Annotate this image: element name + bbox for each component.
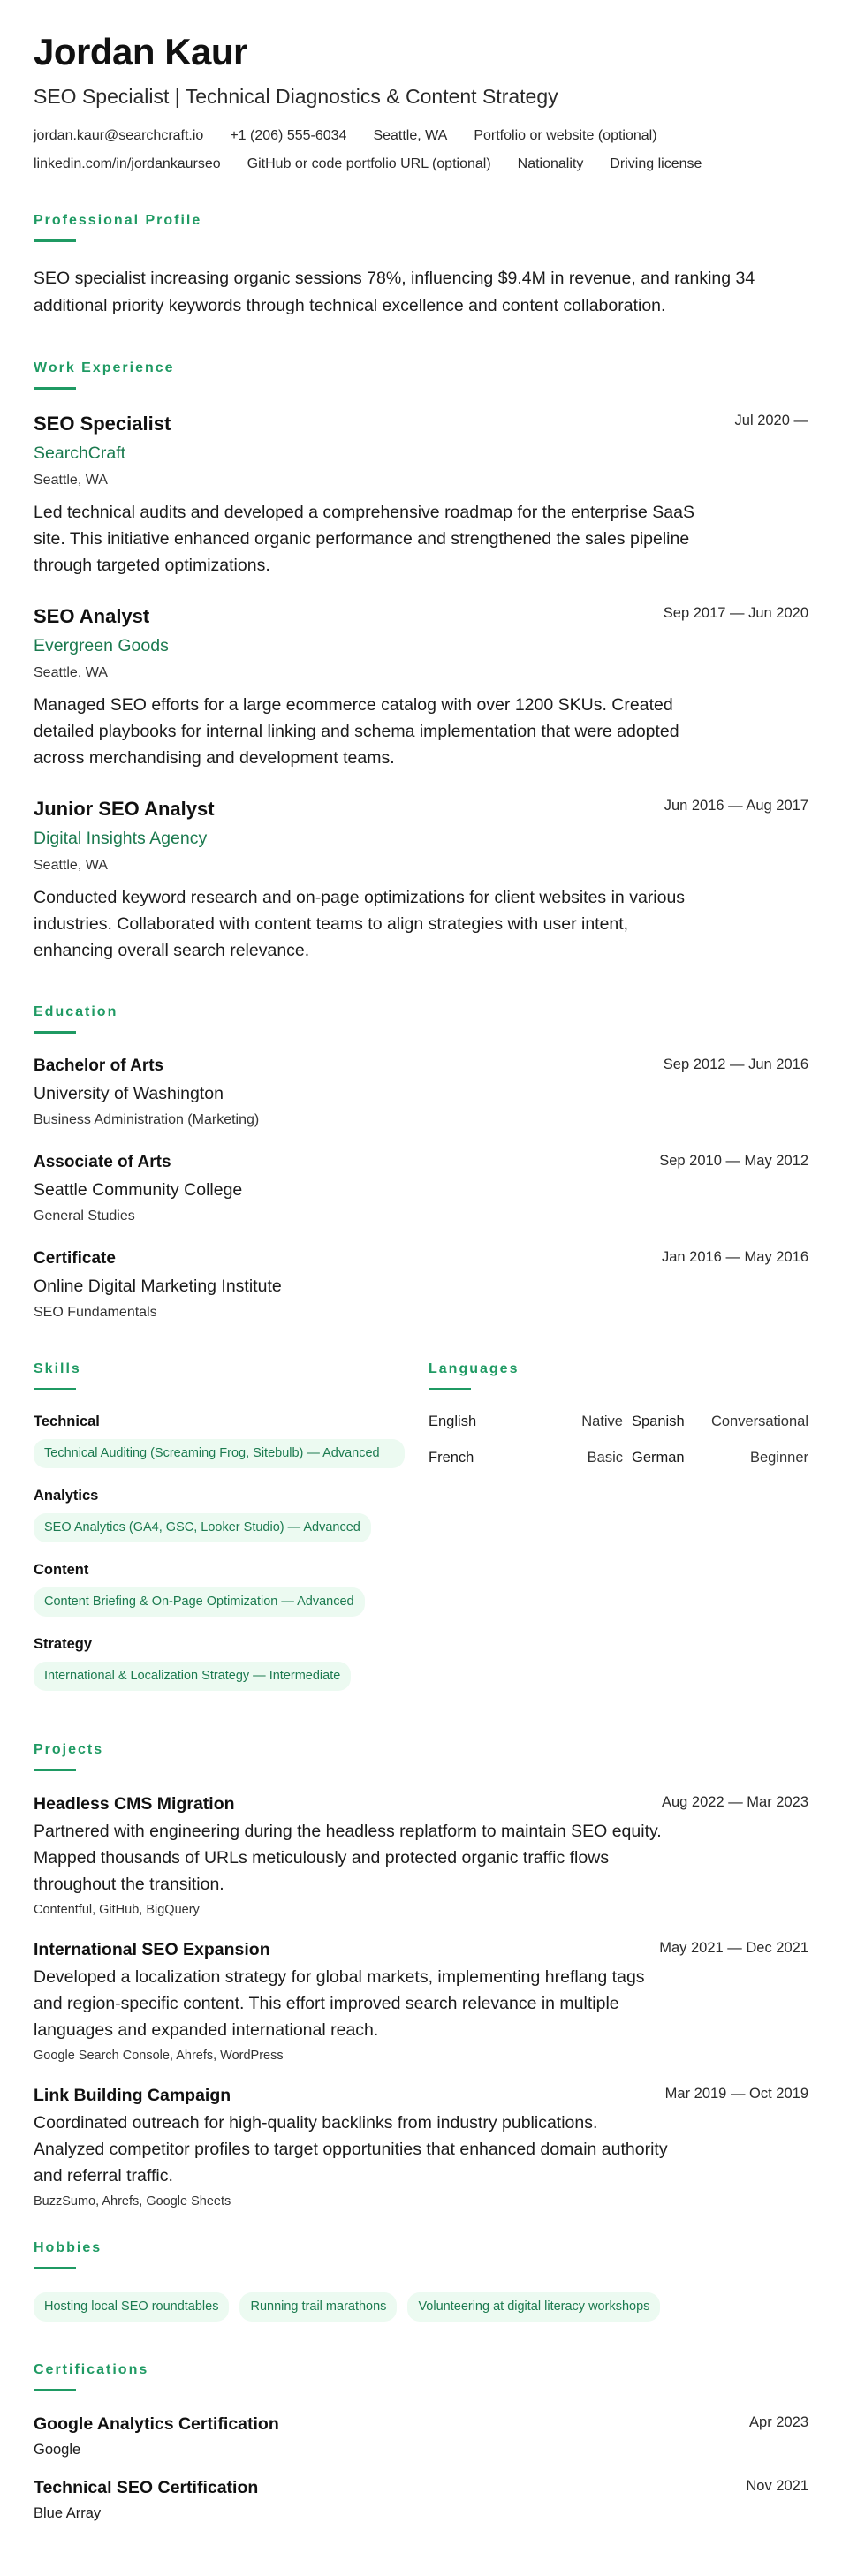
education-entry xyxy=(34,1153,808,1224)
language-row xyxy=(429,1413,808,1430)
section-title: Hobbies xyxy=(34,2240,102,2256)
field-of-study: General Studies xyxy=(34,1208,135,1224)
languages-section xyxy=(429,1361,808,1710)
project-description: Partnered with engineering during the headless replatform to maintain SEO equity. Mapped thousands of URLs meticulously and protected organic traffic flows throughout the transition. xyxy=(34,1822,662,1895)
contact-linkedin[interactable]: linkedin.com/in/jordankaurseo xyxy=(34,156,221,172)
section-divider xyxy=(34,2267,76,2269)
contact-list xyxy=(34,128,808,172)
skill-category: Analytics xyxy=(34,1488,99,1504)
job-description: Led technical audits and developed a comprehensive roadmap for the enterprise SaaS site. This initiative enhanced organic performance and strengthened the sales pipeline through targeted optimizations. xyxy=(34,503,694,576)
language-level: Native xyxy=(581,1413,623,1430)
project-description: Developed a localization strategy for global markets, implementing hreflang tags and region-specific content. This effort improved search relevance in multiple languages and expanded international reach. xyxy=(34,1967,645,2041)
project-tech: Google Search Console, Ahrefs, WordPress xyxy=(34,2049,284,2064)
section-divider xyxy=(34,239,76,242)
project-name: International SEO Expansion xyxy=(34,1940,270,1960)
candidate-headline: SEO Specialist | Technical Diagnostics & Content Strategy xyxy=(34,85,558,109)
job-location: Seattle, WA xyxy=(34,473,108,489)
hobby-chip: Running trail marathons xyxy=(239,2292,397,2322)
job-location: Seattle, WA xyxy=(34,858,108,874)
field-of-study: SEO Fundamentals xyxy=(34,1305,157,1321)
project-name: Link Building Campaign xyxy=(34,2086,231,2106)
language-item xyxy=(632,1450,808,1466)
project-tech: BuzzSumo, Ahrefs, Google Sheets xyxy=(34,2194,231,2209)
section-title: Professional Profile xyxy=(34,213,202,229)
skill-chip: International & Localization Strategy — Intermediate xyxy=(34,1662,351,1691)
resume-header xyxy=(34,32,808,172)
contact-phone[interactable]: +1 (206) 555-6034 xyxy=(230,128,347,144)
skill-group xyxy=(34,1562,429,1617)
experience-section xyxy=(34,360,808,964)
contact-portfolio[interactable]: Portfolio or website (optional) xyxy=(474,128,657,144)
skills-languages-row xyxy=(34,1361,808,1710)
project-entry xyxy=(34,1940,808,2063)
certification-name: Technical SEO Certification xyxy=(34,2478,259,2498)
company-name: Digital Insights Agency xyxy=(34,829,208,849)
skill-chip: Technical Auditing (Screaming Frog, Sitebulb) — Advanced xyxy=(34,1439,405,1468)
certification-issuer: Blue Array xyxy=(34,2505,102,2522)
language-name: Spanish xyxy=(632,1413,685,1430)
section-title: Education xyxy=(34,1004,118,1020)
entry-dates: Sep 2012 — Jun 2016 xyxy=(663,1057,808,1073)
section-divider xyxy=(34,1031,76,1034)
contact-nationality: Nationality xyxy=(517,156,584,172)
entry-dates: Sep 2010 — May 2012 xyxy=(659,1153,808,1170)
job-location: Seattle, WA xyxy=(34,665,108,681)
job-title: Junior SEO Analyst xyxy=(34,798,215,821)
job-description: Managed SEO efforts for a large ecommerce catalog with over 1200 SKUs. Created detailed playbooks for internal linking and schema implementation that were adopted across merchandising and development teams. xyxy=(34,695,679,769)
hobbies-section xyxy=(34,2240,808,2322)
entry-dates: Mar 2019 — Oct 2019 xyxy=(664,2086,808,2102)
contact-email[interactable]: jordan.kaur@searchcraft.io xyxy=(34,128,204,144)
language-row xyxy=(429,1450,808,1466)
certification-date: Apr 2023 xyxy=(749,2414,808,2431)
skill-group xyxy=(34,1636,429,1691)
section-title: Projects xyxy=(34,1742,104,1758)
entry-dates: Jul 2020 — xyxy=(734,413,808,429)
section-divider xyxy=(34,1388,76,1390)
education-entry xyxy=(34,1057,808,1128)
section-divider xyxy=(34,1769,76,1771)
certification-entry xyxy=(34,2414,808,2459)
skills-section xyxy=(34,1361,429,1710)
project-description: Coordinated outreach for high-quality backlinks from industry publications. Analyzed competitor profiles to target opportunities that enhanced domain authority and referral traffic. xyxy=(34,2113,668,2186)
section-title: Certifications xyxy=(34,2362,149,2378)
projects-section xyxy=(34,1742,808,2209)
skill-category: Strategy xyxy=(34,1636,93,1653)
section-divider xyxy=(34,2389,76,2391)
contact-driving-license: Driving license xyxy=(610,156,702,172)
language-level: Conversational xyxy=(710,1413,808,1430)
contact-location: Seattle, WA xyxy=(373,128,448,144)
education-entry xyxy=(34,1249,808,1321)
contact-github[interactable]: GitHub or code portfolio URL (optional) xyxy=(247,156,491,172)
hobby-chip: Hosting local SEO roundtables xyxy=(34,2292,229,2322)
degree-name: Associate of Arts xyxy=(34,1153,171,1172)
entry-dates: Jan 2016 — May 2016 xyxy=(661,1249,808,1266)
experience-entry xyxy=(34,798,808,964)
degree-name: Bachelor of Arts xyxy=(34,1057,164,1076)
section-divider xyxy=(429,1388,471,1390)
language-level: Beginner xyxy=(749,1450,808,1466)
certification-issuer: Google xyxy=(34,2442,81,2459)
degree-name: Certificate xyxy=(34,1249,116,1269)
profile-section xyxy=(34,213,808,320)
entry-dates: Sep 2017 — Jun 2020 xyxy=(663,605,808,622)
skill-category: Technical xyxy=(34,1413,100,1430)
experience-entry xyxy=(34,605,808,771)
project-tech: Contentful, GitHub, BigQuery xyxy=(34,1903,200,1918)
language-item xyxy=(429,1413,623,1430)
hobby-list xyxy=(34,2292,808,2322)
profile-summary: SEO specialist increasing organic sessions 78%, influencing $9.4M in revenue, and ranking 34 additional priority keywords through technical excellence and content collaboration. xyxy=(34,269,755,316)
candidate-name: Jordan Kaur xyxy=(34,31,247,72)
certification-date: Nov 2021 xyxy=(746,2478,808,2495)
section-title: Languages xyxy=(429,1361,520,1377)
project-entry xyxy=(34,2086,808,2209)
language-name: French xyxy=(429,1450,474,1466)
company-name: Evergreen Goods xyxy=(34,636,169,656)
language-item xyxy=(632,1413,808,1430)
school-name: Online Digital Marketing Institute xyxy=(34,1277,282,1297)
company-name: SearchCraft xyxy=(34,443,126,464)
job-title: SEO Analyst xyxy=(34,605,150,628)
experience-entry xyxy=(34,413,808,579)
section-title: Work Experience xyxy=(34,360,175,376)
skill-chip: SEO Analytics (GA4, GSC, Looker Studio) — Advanced xyxy=(34,1513,371,1542)
language-name: English xyxy=(429,1413,477,1430)
field-of-study: Business Administration (Marketing) xyxy=(34,1112,260,1128)
job-title: SEO Specialist xyxy=(34,413,171,436)
entry-dates: Jun 2016 — Aug 2017 xyxy=(664,798,808,814)
skill-group xyxy=(34,1488,429,1542)
education-section xyxy=(34,1004,808,1321)
language-level: Basic xyxy=(587,1450,623,1466)
entry-dates: May 2021 — Dec 2021 xyxy=(659,1940,808,1957)
certification-name: Google Analytics Certification xyxy=(34,2414,279,2435)
hobby-chip: Volunteering at digital literacy workshops xyxy=(407,2292,660,2322)
language-name: German xyxy=(632,1450,685,1466)
section-title: Skills xyxy=(34,1361,81,1377)
school-name: Seattle Community College xyxy=(34,1180,243,1201)
language-item xyxy=(429,1450,623,1466)
project-entry xyxy=(34,1794,808,1917)
school-name: University of Washington xyxy=(34,1084,224,1104)
skill-group xyxy=(34,1413,429,1468)
skill-chip: Content Briefing & On-Page Optimization — Advanced xyxy=(34,1587,365,1617)
skill-category: Content xyxy=(34,1562,89,1579)
job-description: Conducted keyword research and on-page optimizations for client websites in various industries. Collaborated with content teams to align strategies with user intent, enhancing overall search relevance. xyxy=(34,888,686,961)
certifications-section xyxy=(34,2362,808,2522)
entry-dates: Aug 2022 — Mar 2023 xyxy=(661,1794,808,1811)
project-name: Headless CMS Migration xyxy=(34,1794,235,1815)
certification-entry xyxy=(34,2478,808,2522)
section-divider xyxy=(34,387,76,390)
